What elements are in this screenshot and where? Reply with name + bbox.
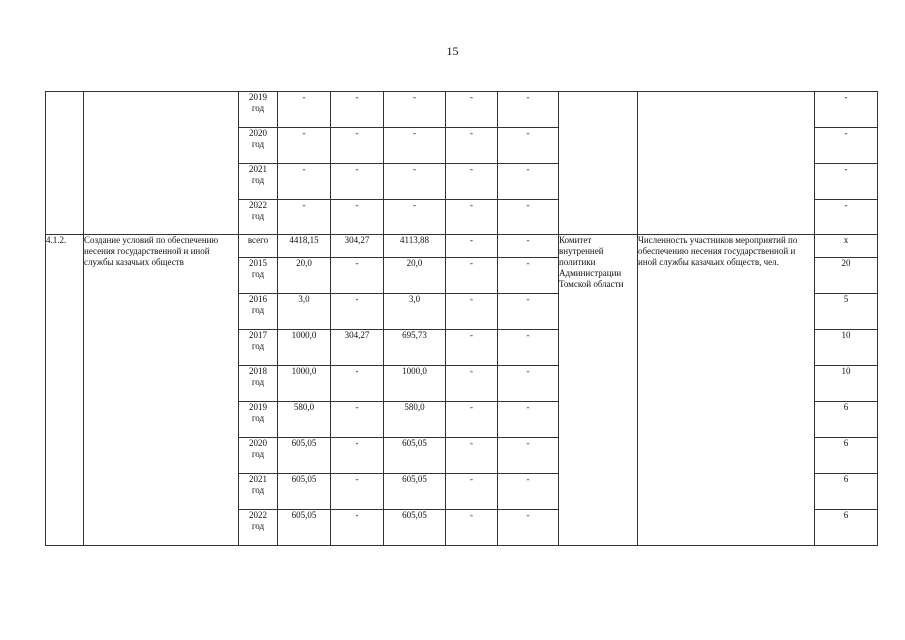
funding-value-cell: -	[446, 92, 498, 128]
funding-value-cell: 1000,0	[278, 366, 331, 402]
funding-value-cell: -	[446, 164, 498, 200]
funding-value-cell: -	[498, 294, 559, 330]
funding-value-cell: -	[498, 474, 559, 510]
funding-value-cell: 20,0	[278, 258, 331, 294]
funding-value-cell: -	[331, 438, 384, 474]
funding-value-cell: 605,05	[384, 474, 446, 510]
funding-value-cell: -	[384, 200, 446, 235]
funding-value-cell: -	[498, 438, 559, 474]
funding-value-cell: 605,05	[384, 438, 446, 474]
item-name: Создание условий по обеспечению несения государственной и иной службы казачьих обществ	[84, 235, 239, 546]
funding-value-cell: 3,0	[384, 294, 446, 330]
funding-value-cell: -	[384, 164, 446, 200]
indicator-value-cell: 6	[815, 474, 878, 510]
table-row	[46, 92, 878, 128]
funding-value-cell: 605,05	[278, 438, 331, 474]
indicator-value-cell: 20	[815, 258, 878, 294]
year-label: 2019	[249, 402, 267, 412]
indicator-value-cell: 6	[815, 438, 878, 474]
indicator-cell: Численность участников мероприятий по обеспечению несения государственной и иной службы казачьих обществ, чел.	[638, 235, 815, 546]
year-cell	[239, 330, 278, 366]
indicator-value-cell: 10	[815, 366, 878, 402]
funding-value-cell: -	[278, 92, 331, 128]
year-label: 2015	[249, 258, 267, 268]
funding-value-cell: -	[446, 258, 498, 294]
funding-value-cell: -	[498, 164, 559, 200]
funding-value-cell: -	[498, 128, 559, 164]
year-label: 2019	[249, 92, 267, 102]
funding-value-cell: -	[331, 92, 384, 128]
funding-value-cell: -	[498, 510, 559, 546]
year-cell	[239, 402, 278, 438]
funding-value-cell: -	[498, 366, 559, 402]
funding-value-cell: -	[446, 330, 498, 366]
year-cell	[239, 164, 278, 200]
funding-value-cell: -	[446, 510, 498, 546]
funding-value-cell: -	[331, 474, 384, 510]
funding-value-cell: -	[278, 164, 331, 200]
year-cell	[239, 92, 278, 128]
funding-value-cell: -	[446, 200, 498, 235]
year-unit: год	[251, 269, 265, 279]
year-unit: год	[251, 449, 265, 459]
funding-value-cell: 3,0	[278, 294, 331, 330]
indicator-value-cell: -	[815, 200, 878, 235]
funding-value-cell: 580,0	[384, 402, 446, 438]
funding-value-cell: 605,05	[278, 510, 331, 546]
funding-value-cell: -	[446, 438, 498, 474]
funding-value-cell: -	[278, 128, 331, 164]
year-label: 2022	[249, 510, 267, 520]
year-cell	[239, 474, 278, 510]
funding-value-cell: -	[331, 200, 384, 235]
funding-value-cell: -	[446, 366, 498, 402]
year-unit: год	[251, 413, 265, 423]
indicator-value-cell: х	[815, 235, 878, 258]
year-label: 2020	[249, 128, 267, 138]
indicator-value-cell: -	[815, 164, 878, 200]
funding-value-cell: -	[331, 366, 384, 402]
funding-value-cell: 580,0	[278, 402, 331, 438]
year-label: 2017	[249, 330, 267, 340]
funding-value-cell: 1000,0	[278, 330, 331, 366]
name-cell	[84, 92, 239, 235]
program-table	[45, 91, 878, 546]
year-unit: год	[251, 341, 265, 351]
indicator-value-cell: -	[815, 128, 878, 164]
year-unit: год	[251, 103, 265, 113]
year-unit: год	[251, 211, 265, 221]
indicator-cell	[638, 92, 815, 235]
table-row	[46, 235, 878, 258]
funding-value-cell: 4418,15	[278, 235, 331, 258]
funding-value-cell: -	[384, 128, 446, 164]
year-unit: год	[251, 521, 265, 531]
year-unit: год	[251, 305, 265, 315]
year-label: 2021	[249, 474, 267, 484]
funding-value-cell: -	[498, 92, 559, 128]
executor-cell	[559, 92, 638, 235]
indicator-value-cell: -	[815, 92, 878, 128]
funding-value-cell: -	[331, 258, 384, 294]
funding-value-cell: -	[498, 330, 559, 366]
funding-value-cell: -	[498, 200, 559, 235]
year-label: 2016	[249, 294, 267, 304]
year-label: всего	[247, 235, 269, 245]
funding-value-cell: -	[498, 258, 559, 294]
funding-value-cell: 605,05	[384, 510, 446, 546]
indicator-value-cell: 10	[815, 330, 878, 366]
year-cell	[239, 510, 278, 546]
year-cell	[239, 258, 278, 294]
year-unit: год	[251, 485, 265, 495]
year-label: 2021	[249, 164, 267, 174]
year-label: 2020	[249, 438, 267, 448]
funding-value-cell: 1000,0	[384, 366, 446, 402]
indicator-value-cell: 5	[815, 294, 878, 330]
funding-value-cell: -	[331, 294, 384, 330]
executor-cell: Комитет внутренней политики Администрации Томской области	[559, 235, 638, 546]
funding-value-cell: -	[446, 128, 498, 164]
funding-value-cell: -	[446, 294, 498, 330]
year-cell	[239, 200, 278, 235]
funding-value-cell: 20,0	[384, 258, 446, 294]
funding-value-cell: -	[384, 92, 446, 128]
funding-value-cell: -	[446, 402, 498, 438]
funding-value-cell: -	[278, 200, 331, 235]
page-number: 15	[446, 44, 459, 58]
funding-value-cell: -	[331, 510, 384, 546]
indicator-value-cell: 6	[815, 510, 878, 546]
funding-value-cell: -	[446, 235, 498, 258]
year-cell	[239, 438, 278, 474]
year-unit: год	[251, 139, 265, 149]
item-code: 4.1.2.	[46, 235, 84, 546]
year-cell	[239, 366, 278, 402]
year-unit: год	[251, 175, 265, 185]
funding-value-cell: -	[331, 164, 384, 200]
year-label: 2018	[249, 366, 267, 376]
year-unit: год	[251, 377, 265, 387]
funding-value-cell: 695,73	[384, 330, 446, 366]
indicator-value-cell: 6	[815, 402, 878, 438]
year-cell	[239, 294, 278, 330]
funding-value-cell: 4113,88	[384, 235, 446, 258]
funding-value-cell: 304,27	[331, 330, 384, 366]
year-cell	[239, 128, 278, 164]
funding-value-cell: 304,27	[331, 235, 384, 258]
year-cell	[239, 235, 278, 258]
year-label: 2022	[249, 200, 267, 210]
funding-value-cell: -	[498, 235, 559, 258]
funding-value-cell: -	[331, 128, 384, 164]
funding-value-cell: 605,05	[278, 474, 331, 510]
funding-value-cell: -	[498, 402, 559, 438]
funding-value-cell: -	[331, 402, 384, 438]
funding-value-cell: -	[446, 474, 498, 510]
code-cell	[46, 92, 84, 235]
